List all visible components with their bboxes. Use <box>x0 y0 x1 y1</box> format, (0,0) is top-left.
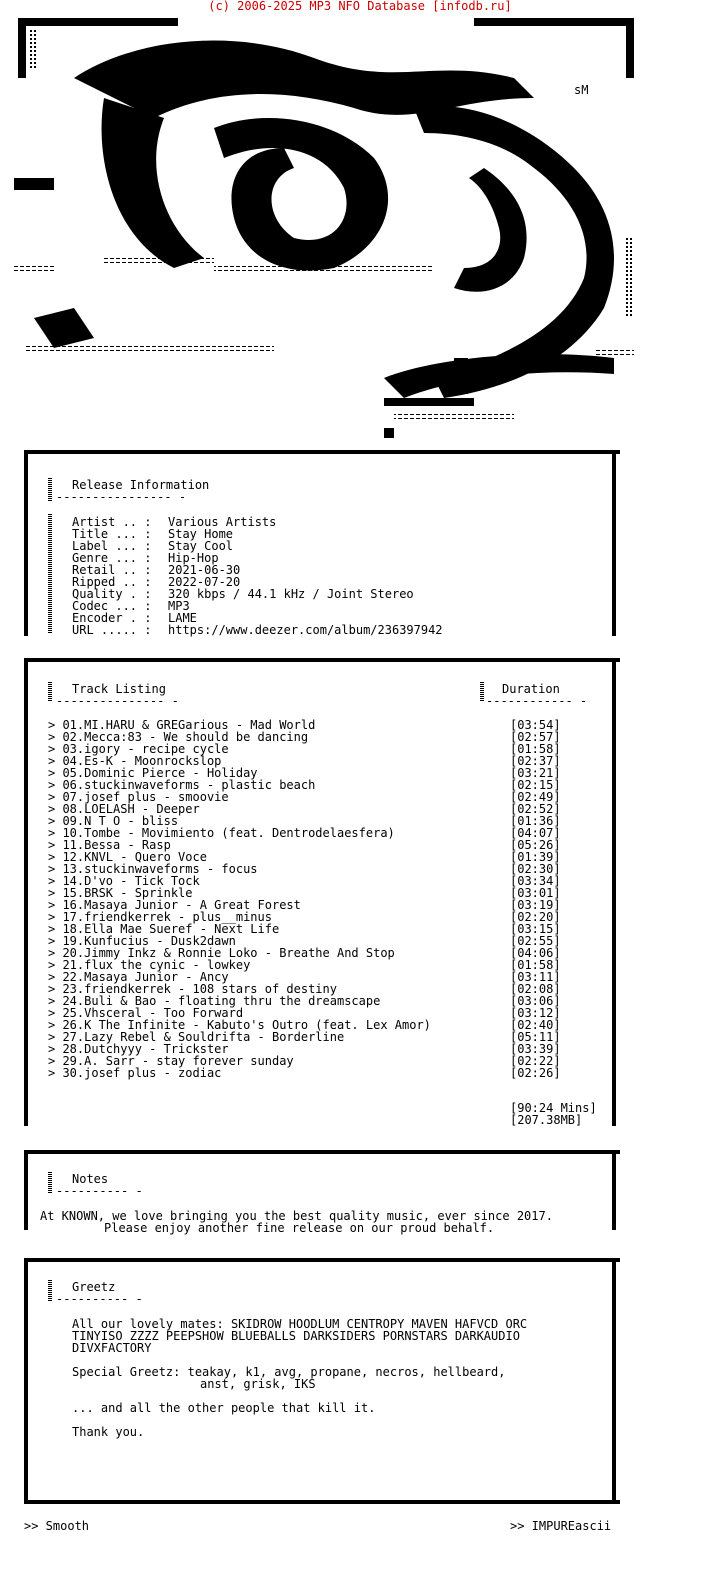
track-duration: [03:11] <box>510 970 561 984</box>
track-title: > 13.stuckinwaveforms - focus <box>48 862 258 876</box>
release-field-value: 2021-06-30 <box>168 563 241 577</box>
greetz-thanks: Thank you. <box>72 1425 145 1439</box>
track-duration: [02:26] <box>510 1066 561 1080</box>
footer-credit-right: >> IMPUREascii <box>510 1519 612 1533</box>
release-field-value: Stay Cool <box>168 539 234 553</box>
tracks-right-border <box>612 658 616 1126</box>
copyright-banner: (c) 2006-2025 MP3 NFO Database [infodb.ru] <box>208 0 512 13</box>
tracks-left-border <box>24 658 28 1126</box>
greetz-right-border <box>612 1258 616 1502</box>
release-field-label: Ripped .. : <box>72 575 152 589</box>
track-title: > 25.Vhsceral - Too Forward <box>48 1006 244 1020</box>
release-left-border <box>24 450 28 636</box>
track-duration: [05:11] <box>510 1030 561 1044</box>
greetz-mates-3: DIVXFACTORY <box>72 1341 152 1355</box>
track-title: > 16.Masaya Junior - A Great Forest <box>48 898 301 912</box>
track-title: > 01.MI.HARU & GREGarious - Mad World <box>48 718 316 732</box>
release-heading-rule: ---------------- - <box>56 490 187 504</box>
release-field-label: Title ... : <box>72 527 152 541</box>
greetz-bottom-border <box>24 1500 620 1504</box>
track-duration: [02:08] <box>510 982 561 996</box>
release-top-border <box>24 450 620 454</box>
release-field-value: Various Artists <box>168 515 277 529</box>
tracklist-heading-rule: --------------- - <box>56 694 179 708</box>
tracklist-heading: Track Listing <box>72 682 166 696</box>
track-title: > 15.BRSK - Sprinkle <box>48 886 193 900</box>
release-body-dither <box>48 514 52 634</box>
track-duration: [03:39] <box>510 1042 561 1056</box>
footer-credit-left: >> Smooth <box>24 1519 90 1533</box>
duration-heading-rule: ------------ - <box>486 694 588 708</box>
greetz-top-border <box>24 1258 620 1262</box>
greetz-left-border <box>24 1258 28 1502</box>
release-field-value: 320 kbps / 44.1 kHz / Joint Stereo <box>168 587 414 601</box>
ascii-art-logo <box>14 18 640 442</box>
release-field-value: https://www.deezer.com/album/236397942 <box>168 623 443 637</box>
notes-right-border <box>612 1150 616 1230</box>
track-title: > 23.friendkerrek - 108 stars of destiny <box>48 982 337 996</box>
track-duration: [03:12] <box>510 1006 561 1020</box>
track-title: > 27.Lazy Rebel & Souldrifta - Borderline <box>48 1030 345 1044</box>
release-field-value: MP3 <box>168 599 190 613</box>
greetz-mates-1: All our lovely mates: SKIDROW HOODLUM CENTROPY MAVEN HAFVCD ORC <box>72 1317 528 1331</box>
notes-left-border <box>24 1150 28 1230</box>
track-title: > 19.Kunfucius - Dusk2dawn <box>48 934 236 948</box>
track-duration: [02:49] <box>510 790 561 804</box>
release-field-label: Quality . : <box>72 587 152 601</box>
track-duration: [03:06] <box>510 994 561 1008</box>
total-size: [207.38MB] <box>510 1113 583 1127</box>
greetz-special-2: anst, grisk, IKS <box>200 1377 316 1391</box>
track-duration: [02:40] <box>510 1018 561 1032</box>
release-title-dither <box>48 478 52 502</box>
track-duration: [04:06] <box>510 946 561 960</box>
release-field-label: Label ... : <box>72 539 152 553</box>
tracks-title-dither <box>48 682 52 702</box>
track-duration: [01:36] <box>510 814 561 828</box>
track-title: > 09.N T O - bliss <box>48 814 179 828</box>
track-duration: [01:39] <box>510 850 561 864</box>
track-duration: [03:34] <box>510 874 561 888</box>
notes-title-dither <box>48 1172 52 1194</box>
track-title: > 21.flux the cynic - lowkey <box>48 958 251 972</box>
track-duration: [05:26] <box>510 838 561 852</box>
release-field-value: Stay Home <box>168 527 234 541</box>
track-duration: [03:54] <box>510 718 561 732</box>
track-duration: [03:21] <box>510 766 561 780</box>
notes-top-border <box>24 1150 620 1154</box>
track-title: > 20.Jimmy Inkz & Ronnie Loko - Breathe And Stop <box>48 946 395 960</box>
notes-line-1: At KNOWN, we love bringing you the best quality music, ever since 2017. <box>40 1209 553 1223</box>
track-duration: [04:07] <box>510 826 561 840</box>
track-duration: [02:57] <box>510 730 561 744</box>
duration-heading: Duration <box>502 682 560 696</box>
track-title: > 12.KNVL - Quero Voce <box>48 850 207 864</box>
track-duration: [03:15] <box>510 922 561 936</box>
greetz-heading-rule: ---------- - <box>56 1292 143 1306</box>
track-title: > 05.Dominic Pierce - Holiday <box>48 766 258 780</box>
release-field-label: Retail .. : <box>72 563 152 577</box>
greetz-special-1: Special Greetz: teakay, k1, avg, propane, necros, hellbeard, <box>72 1365 506 1379</box>
release-field-value: 2022-07-20 <box>168 575 241 589</box>
track-duration: [02:30] <box>510 862 561 876</box>
track-duration: [03:01] <box>510 886 561 900</box>
track-title: > 06.stuckinwaveforms - plastic beach <box>48 778 316 792</box>
track-title: > 02.Mecca:83 - We should be dancing <box>48 730 309 744</box>
notes-heading-rule: ---------- - <box>56 1184 143 1198</box>
track-title: > 22.Masaya Junior - Ancy <box>48 970 229 984</box>
track-duration: [01:58] <box>510 742 561 756</box>
release-field-label: Genre ... : <box>72 551 152 565</box>
track-title: > 29.A. Sarr - stay forever sunday <box>48 1054 294 1068</box>
track-title: > 03.igory - recipe cycle <box>48 742 229 756</box>
track-title: > 30.josef plus - zodiac <box>48 1066 222 1080</box>
track-duration: [02:20] <box>510 910 561 924</box>
release-field-value: LAME <box>168 611 197 625</box>
track-title: > 24.Buli & Bao - floating thru the dreamscape <box>48 994 381 1008</box>
notes-line-2: Please enjoy another fine release on our proud behalf. <box>104 1221 495 1235</box>
track-duration: [01:58] <box>510 958 561 972</box>
track-duration: [02:15] <box>510 778 561 792</box>
track-title: > 17.friendkerrek - plus__minus <box>48 910 272 924</box>
release-field-value: Hip-Hop <box>168 551 219 565</box>
track-title: > 04.Es-K - Moonrockslop <box>48 754 222 768</box>
track-duration: [02:55] <box>510 934 561 948</box>
track-title: > 11.Bessa - Rasp <box>48 838 171 852</box>
track-title: > 18.Ella Mae Sueref - Next Life <box>48 922 280 936</box>
greetz-mates-2: TINYISO ZZZZ PEEPSHOW BLUEBALLS DARKSIDERS PORNSTARS DARKAUDIO <box>72 1329 520 1343</box>
greetz-heading: Greetz <box>72 1280 116 1294</box>
track-duration: [02:22] <box>510 1054 561 1068</box>
track-title: > 07.josef plus - smoovie <box>48 790 229 804</box>
release-field-label: URL ..... : <box>72 623 152 637</box>
track-title: > 26.K The Infinite - Kabuto's Outro (feat. Lex Amor) <box>48 1018 431 1032</box>
tracks-top-border <box>24 658 620 662</box>
release-field-label: Artist .. : <box>72 515 152 529</box>
total-time: [90:24 Mins] <box>510 1101 597 1115</box>
release-field-label: Encoder . : <box>72 611 152 625</box>
greetz-title-dither <box>48 1280 52 1302</box>
track-duration: [03:19] <box>510 898 561 912</box>
duration-title-dither <box>480 682 484 702</box>
release-right-border <box>612 450 616 636</box>
track-title: > 10.Tombe - Movimiento (feat. Dentrodelaesfera) <box>48 826 395 840</box>
release-field-label: Codec ... : <box>72 599 152 613</box>
track-title: > 28.Dutchyyy - Trickster <box>48 1042 229 1056</box>
track-title: > 14.D'vo - Tick Tock <box>48 874 200 888</box>
notes-heading: Notes <box>72 1172 109 1186</box>
release-heading: Release Information <box>72 478 210 492</box>
art-signature: sM <box>574 83 589 97</box>
greetz-others: ... and all the other people that kill it. <box>72 1401 376 1415</box>
track-duration: [02:52] <box>510 802 561 816</box>
track-title: > 08.LOELASH - Deeper <box>48 802 200 816</box>
track-duration: [02:37] <box>510 754 561 768</box>
